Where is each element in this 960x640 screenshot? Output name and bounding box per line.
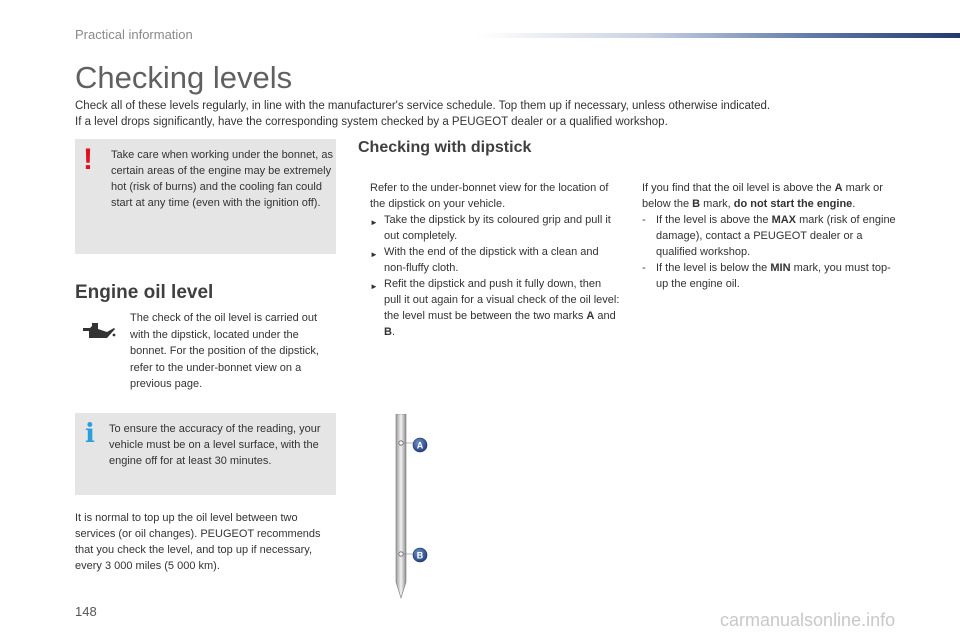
intro-line-1: Check all of these levels regularly, in line with the manufacturer's service schedule. Top them up if necessary, unless otherwise indicated. — [75, 100, 771, 112]
guidance-max: - If the level is above the MAX mark (risk of engine damage), contact a PEUGEOT dealer or a qualified workshop. — [642, 214, 896, 258]
dipstick-step-3: ► Refit the dipstick and push it fully down, then pull it out again for a visual check of the oil level: the level must be between the two marks A and B. — [370, 278, 620, 338]
watermark: carmanualsonline.info — [720, 610, 896, 630]
page-title: Checking levels — [75, 60, 293, 95]
level-warning: If you find that the oil level is above the A mark or below the B mark, do not start the engine. — [642, 182, 883, 210]
engine-oil-text: The check of the oil level is carried out with the dipstick, located under the bonnet. For the position of the dipstick, refer to the under-bonnet view on a previous page. — [130, 312, 319, 390]
info-box — [75, 413, 336, 495]
page-number: 148 — [75, 604, 97, 619]
info-icon: i — [85, 419, 95, 449]
engine-oil-title: Engine oil level — [75, 282, 214, 303]
dipstick-step-1: ► Take the dipstick by its coloured grip and pull it out completely. — [370, 214, 611, 242]
warning-box — [75, 139, 336, 254]
header-gradient-bar — [478, 33, 960, 38]
step-marker-icon: ► — [370, 218, 378, 227]
mark-b-label: B — [416, 550, 424, 561]
warning-text: Take care when working under the bonnet, as certain areas of the engine may be extremely hot (risk of burns) and the cooling fan could start at any time (even with the ignition off). — [111, 149, 333, 209]
oil-level-guidance — [642, 180, 902, 292]
section-header: Practical information — [75, 27, 193, 42]
intro-line-2: If a level drops significantly, have the corresponding system checked by a PEUGEOT dealer or a qualified workshop. — [75, 116, 668, 128]
guidance-min: - If the level is below the MIN mark, you must top-up the engine oil. — [642, 262, 891, 290]
top-up-note: It is normal to top up the oil level between two services (or oil changes). PEUGEOT recommends that you check the level, and top up if necessary, every 3 000 miles (5 000 km). — [75, 512, 321, 572]
warning-icon: ! — [83, 143, 93, 176]
step-marker-icon: ► — [370, 250, 378, 259]
oil-can-icon — [80, 320, 116, 344]
dipstick-intro: Refer to the under-bonnet view for the location of the dipstick on your vehicle. — [370, 182, 609, 210]
intro-text — [75, 98, 935, 130]
step-marker-icon: ► — [370, 282, 378, 291]
info-text: To ensure the accuracy of the reading, your vehicle must be on a level surface, with the engine off for at least 30 minutes. — [109, 423, 321, 467]
mark-a-label: A — [416, 440, 424, 451]
dipstick-illustration — [388, 414, 438, 600]
dipstick-section-title: Checking with dipstick — [358, 139, 532, 156]
dipstick-step-2: ► With the end of the dipstick with a clean and non-fluffy cloth. — [370, 246, 599, 274]
dipstick-instructions — [370, 180, 620, 340]
